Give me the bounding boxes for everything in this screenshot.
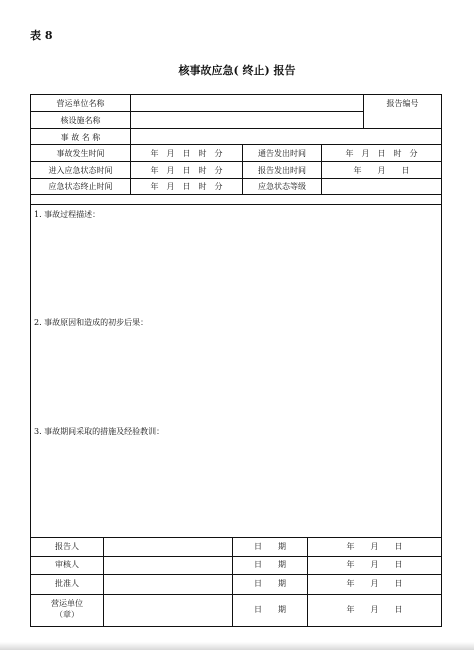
row-line [31,161,441,162]
notice-time-label: 通告发出时间 [258,149,306,158]
report-title: 核事故应急( 终止) 报告 [178,64,296,77]
date-value[interactable]: 年 月 日 [346,542,403,551]
col-line [130,95,131,194]
date-value[interactable]: 年 月 日 [346,560,403,569]
date-value[interactable]: 年 月 日 [346,579,403,588]
enter-time-value[interactable]: 年 月 日 时 分 [150,166,223,175]
end-time-label: 应急状态终止时间 [48,182,113,191]
operator-name-label: 营运单位名称 [56,99,105,108]
section-process-description: 1. 事故过程描述： [34,210,101,219]
row-line [31,128,441,129]
approver-label: 批准人 [55,579,79,588]
report-number-label: 报告编号 [386,99,419,108]
end-time-value[interactable]: 年 月 日 时 分 [150,182,223,191]
row-line [31,111,363,112]
section-measures-lessons: 3. 事故期间采取的措施及经验教训： [34,427,165,436]
row-line [31,574,441,575]
table-number: 表 8 [30,29,53,42]
date-label: 日 期 [254,579,286,588]
operator-seal-label: 营运单位 [51,599,83,608]
occurrence-time-label: 事故发生时间 [56,149,105,158]
facility-name-label: 核设施名称 [60,116,101,125]
row-line [31,144,441,145]
notice-time-value[interactable]: 年 月 日 时 分 [345,149,418,158]
row-line [31,594,441,595]
enter-time-label: 进入应急状态时间 [48,166,113,175]
date-label: 日 期 [254,542,286,551]
page-bottom-shadow [0,642,474,650]
row-line [31,537,441,538]
row-line [31,194,441,195]
row-line [31,178,441,179]
row-line [31,556,441,557]
operator-seal-note: （章） [55,610,79,619]
date-label: 日 期 [254,560,286,569]
col-line [103,537,104,627]
date-label: 日 期 [254,605,286,614]
section-cause-consequence: 2. 事故原因和造成的初步后果： [34,318,149,327]
accident-name-label: 事 故 名 称 [60,133,101,142]
occurrence-time-value[interactable]: 年 月 日 时 分 [150,149,223,158]
reporter-label: 报告人 [55,542,79,551]
reviewer-label: 审核人 [55,560,79,569]
date-value[interactable]: 年 月 日 [346,605,403,614]
report-form [30,94,442,627]
row-line [31,204,441,205]
report-time-value[interactable]: 年 月 日 [353,166,410,175]
level-label: 应急状态等级 [258,182,306,191]
report-time-label: 报告发出时间 [258,166,306,175]
